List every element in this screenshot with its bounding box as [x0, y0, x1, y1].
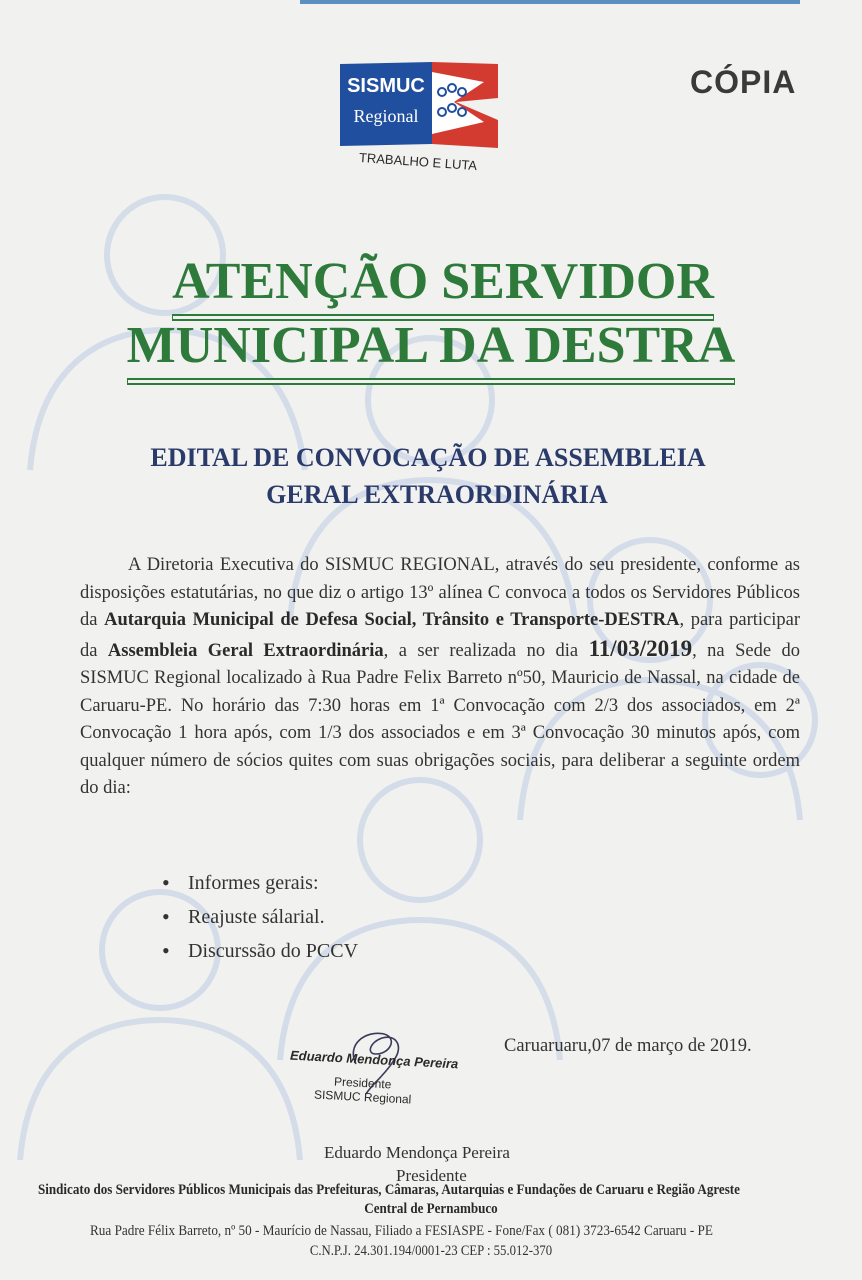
- agenda-list: [160, 866, 358, 968]
- agenda-item: • Informes gerais:: [160, 866, 358, 900]
- footer-region: Central de Pernambuco: [364, 1201, 498, 1217]
- stamp-org: SISMUC Regional: [313, 1087, 412, 1107]
- place-date: Caruaruaru,07 de março de 2019.: [504, 1036, 752, 1056]
- signatory-role: Presidente: [396, 1166, 467, 1185]
- headline-text-1: ATENÇÃO SERVIDOR: [172, 252, 714, 316]
- logo-sub: Regional: [353, 106, 419, 126]
- footer-registration: C.N.P.J. 24.301.194/0001-23 CEP : 55.012-370: [309, 1243, 553, 1259]
- agenda-item: • Reajuste sálarial.: [160, 900, 358, 934]
- headline-line-1: [12, 252, 862, 316]
- stamp-role: Presidente: [333, 1074, 392, 1092]
- body-text: , na Sede do SISMUC Regional localizado à Rua Padre Felix Barreto nº50, Mauricio de Nassal, na cidade de Caruaru-PE. No horário das 7:30 horas em 1ª Convocação com 2/3 dos associados, em 2ª Convocação 1 hora após, com 1/3 dos associados e em 3ª Convocação 30 minutos após, com qualquer número de sócios quites com suas obrigações sociais, para deliberar a seguinte ordem do dia:: [80, 640, 800, 798]
- convocation-body: [80, 552, 800, 803]
- headline-text-2: MUNICIPAL DA DESTRA: [127, 316, 736, 380]
- logo-motto: TRABALHO E LUTA: [358, 149, 478, 174]
- headline-line-2: [0, 316, 862, 380]
- body-date: 11/03/2019: [588, 635, 693, 661]
- agenda-item: • Discurssão do PCCV: [160, 934, 358, 968]
- body-entity: Autarquia Municipal de Defesa Social, Trânsito e Transporte-DESTRA: [104, 610, 680, 630]
- copy-stamp: CÓPIA: [690, 64, 797, 100]
- sismuc-logo: [336, 58, 502, 176]
- body-assembly: Assembleia Geral Extraordinária: [107, 640, 384, 661]
- body-text: , a ser realizada no dia: [383, 640, 589, 661]
- stamp-name: Eduardo Mendonça Pereira: [289, 1047, 459, 1072]
- president-stamp: [286, 1024, 466, 1120]
- signatory-name: Eduardo Mendonça Pereira: [324, 1143, 510, 1162]
- footer-union-name: Sindicato dos Servidores Públicos Municipais das Prefeituras, Câmaras, Autarquias e Fundações de Caruaru e Região Agreste: [38, 1182, 740, 1198]
- edital-title-line-2: GERAL EXTRAORDINÁRIA: [266, 480, 608, 509]
- edital-title-line-1: EDITAL DE CONVOCAÇÃO DE ASSEMBLEIA: [150, 443, 706, 472]
- body-text: A Diretoria Executiva do SISMUC REGIONAL, através do seu presidente, conforme as disposições estatutárias, no que diz o artigo 13º alínea C convoca a todos os Servidores Públicos da: [80, 555, 800, 630]
- body-text: , para participar da: [80, 610, 801, 661]
- signature-scribble-icon: [286, 1024, 466, 1120]
- convocation-paragraph: [80, 552, 800, 803]
- logo-name: SISMUC: [347, 75, 425, 97]
- footer-address: Rua Padre Félix Barreto, nº 50 - Maurício de Nassau, Filiado a FESIASPE - Fone/Fax ( 081) 3723-6542 Caruaru - PE: [90, 1223, 713, 1239]
